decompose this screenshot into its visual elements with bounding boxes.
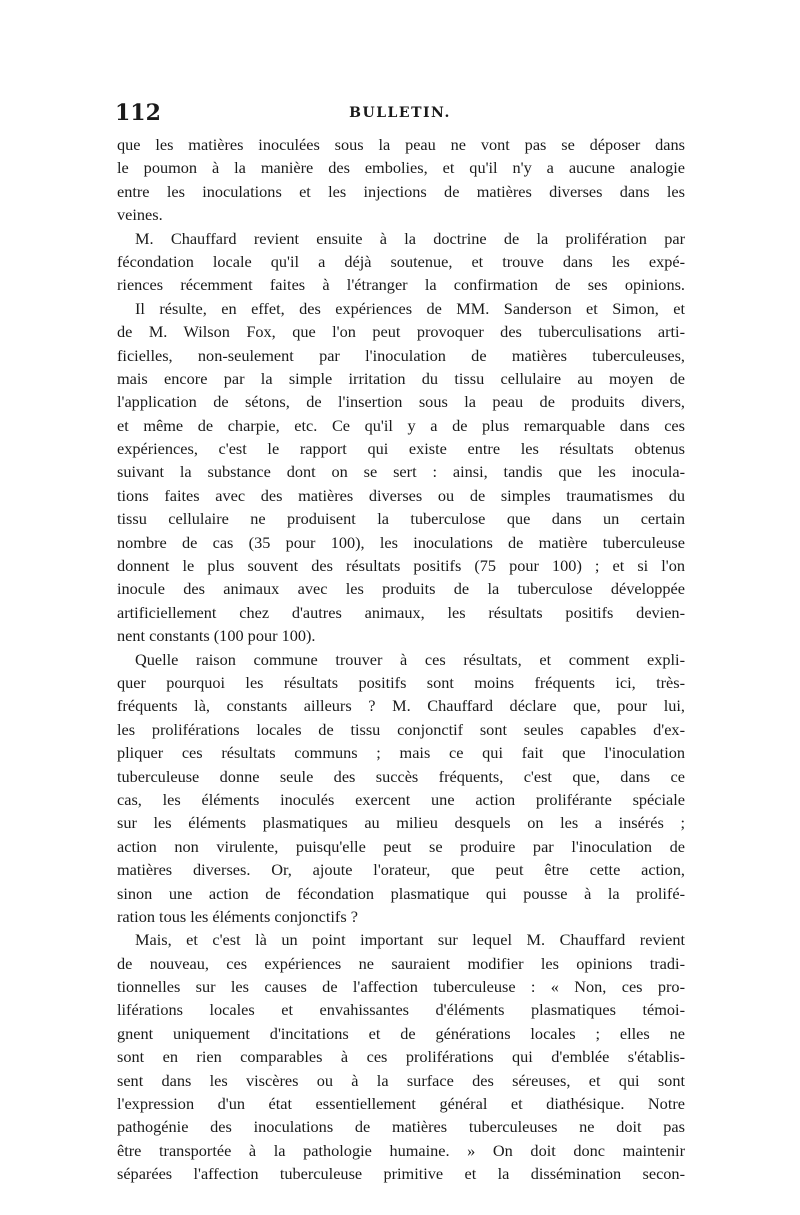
text-line: pathogénie des inoculations de matières tuberculeuses ne doit pas xyxy=(117,1117,685,1137)
text-line: et même de charpie, etc. Ce qu'il y a de plus remarquable dans ces xyxy=(117,415,685,435)
text-line: donnent le plus souvent des résultats positifs (75 pour 100) ; et si l'on xyxy=(117,556,685,576)
text-line: inocule des animaux avec les produits de la tuberculose développée xyxy=(117,579,685,599)
text-line: nombre de cas (35 pour 100), les inoculations de matière tuberculeuse xyxy=(117,532,685,552)
text-line: séparées l'affection tuberculeuse primitive et la dissémination secon- xyxy=(117,1164,685,1184)
text-line: tions faites avec des matières diverses ou de simples traumatismes du xyxy=(117,485,685,505)
text-line: liférations locales et envahissantes d'éléments plasmatiques témoi- xyxy=(117,1000,685,1020)
text-line: tionnelles sur les causes de l'affection tuberculeuse : « Non, ces pro- xyxy=(117,977,685,997)
text-line: fréquents là, constants ailleurs ? M. Chauffard déclare que, pour lui, xyxy=(117,696,685,716)
text-line: ration tous les éléments conjonctifs ? xyxy=(117,906,358,926)
text-line: de M. Wilson Fox, que l'on peut provoquer des tuberculisations arti- xyxy=(117,322,685,342)
text-line: Quelle raison commune trouver à ces résultats, et comment expli- xyxy=(135,649,685,669)
text-line: l'expression d'un état essentiellement général et diathésique. Notre xyxy=(117,1094,685,1114)
text-line: Mais, et c'est là un point important sur lequel M. Chauffard revient xyxy=(135,930,685,950)
text-line: être transportée à la pathologie humaine. » On doit donc maintenir xyxy=(117,1140,685,1160)
text-line: l'application de sétons, de l'insertion sous la peau de produits divers, xyxy=(117,392,685,412)
body-text xyxy=(117,133,685,1186)
text-line: le poumon à la manière des embolies, et qu'il n'y a aucune analogie xyxy=(117,158,685,178)
text-line: sur les éléments plasmatiques au milieu desquels on les a insérés ; xyxy=(117,813,685,833)
page-header xyxy=(115,98,685,128)
running-title: BULLETIN. xyxy=(349,105,451,121)
text-line: de nouveau, ces expériences ne sauraient modifier les opinions tradi- xyxy=(117,953,685,973)
text-line: nent constants (100 pour 100). xyxy=(117,626,316,646)
text-line: que les matières inoculées sous la peau ne vont pas se déposer dans xyxy=(117,135,685,154)
text-line: sent dans les viscères ou à la surface des séreuses, et qui sont xyxy=(117,1070,685,1090)
text-line: Il résulte, en effet, des expériences de MM. Sanderson et Simon, et xyxy=(135,298,685,318)
text-line: entre les inoculations et les injections de matières diverses dans les xyxy=(117,181,685,201)
text-line: cas, les éléments inoculés exercent une action proliférante spéciale xyxy=(117,789,685,809)
text-line: artificiellement chez d'autres animaux, les résultats positifs devien- xyxy=(117,602,685,622)
text-line: sont en rien comparables à ces proliférations qui d'emblée s'établis- xyxy=(117,1047,685,1067)
text-line: suivant la substance dont on se sert : ainsi, tandis que les inocula- xyxy=(117,462,685,482)
text-line: les proliférations locales de tissu conjonctif sont seules capables d'ex- xyxy=(117,719,685,739)
text-line: mais encore par la simple irritation du tissu cellulaire au moyen de xyxy=(117,368,685,388)
text-line: fécondation locale qu'il a déjà soutenue, et trouve dans les expé- xyxy=(117,251,685,271)
text-line: veines. xyxy=(117,205,163,225)
text-line: sinon une action de fécondation plasmatique qui pousse à la prolifé- xyxy=(117,883,685,903)
text-line: expériences, c'est le rapport qui existe entre les résultats obtenus xyxy=(117,439,685,459)
text-line: riences récemment faites à l'étranger la confirmation de ses opinions. xyxy=(117,275,685,295)
text-line: M. Chauffard revient ensuite à la doctrine de la prolifération par xyxy=(135,228,685,248)
text-line: pliquer ces résultats communs ; mais ce qui fait que l'inoculation xyxy=(117,743,685,763)
text-line: action non virulente, puisqu'elle peut se produire par l'inoculation de xyxy=(117,836,685,856)
text-line: gnent uniquement d'incitations et de générations locales ; elles ne xyxy=(117,1023,685,1043)
text-line: tissu cellulaire ne produisent la tuberculose que dans un certain xyxy=(117,509,685,529)
text-line: ficielles, non-seulement par l'inoculation de matières tuberculeuses, xyxy=(117,345,685,365)
text-line: matières diverses. Or, ajoute l'orateur, que peut être cette action, xyxy=(117,860,685,880)
text-line: quer pourquoi les résultats positifs sont moins fréquents ici, très- xyxy=(117,672,685,692)
page-number: 112 xyxy=(115,100,161,126)
text-line: tuberculeuse donne seule des succès fréquents, c'est que, dans ce xyxy=(117,766,685,786)
